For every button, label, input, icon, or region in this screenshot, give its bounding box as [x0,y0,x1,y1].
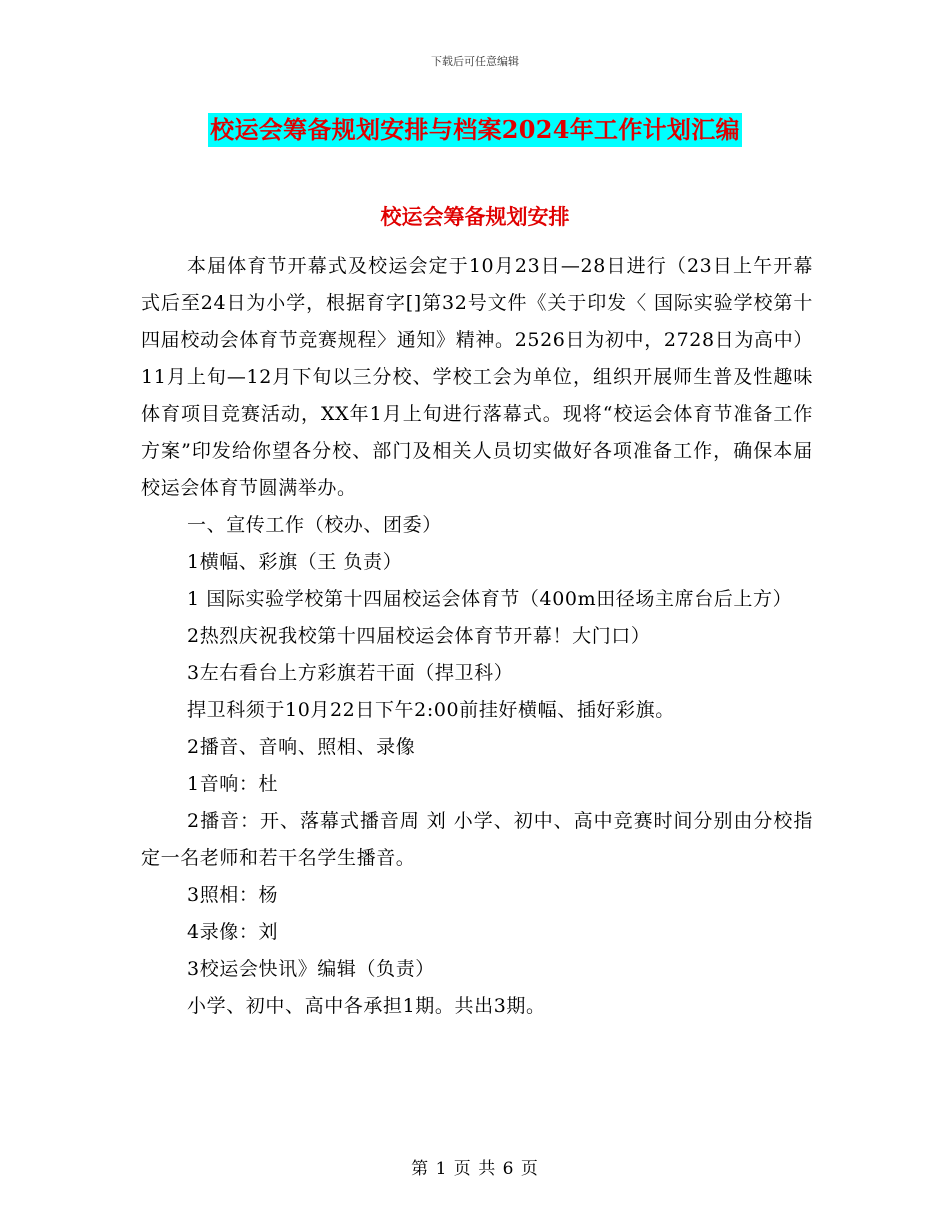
paragraph: 3照相：杨 [187,884,279,906]
section-title: 校运会筹备规划安排 [380,204,570,229]
header-note: 下载后可任意编辑 [431,55,519,68]
paragraph: 2播音：开、落幕式播音周 刘 小学、初中、高中竞赛时间分别由分校指定一名老师和若干名学生播音。 [141,810,813,869]
paragraph: 3左右看台上方彩旗若干面（捍卫科） [187,662,514,684]
paragraph: 3校运会快讯》编辑（负责） [187,958,435,980]
document-body [141,248,813,1025]
document-title-text: 校运会筹备规划安排与档案2024年工作计划汇编 [208,113,742,147]
paragraph: 小学、初中、高中各承担1期。共出3期。 [187,995,546,1017]
paragraph: 1横幅、彩旗（王 负责） [187,551,403,573]
paragraph: 捍卫科须于10月22日下午2:00前挂好横幅、插好彩旗。 [187,699,675,721]
document-title [0,113,950,147]
paragraph: 本届体育节开幕式及校运会定于10月23日—28日进行（23日上午开幕式后至24日为小学，根据育字[]第32号文件《关于印发〈 国际实验学校第十四届校动会体育节竞赛规程〉通知》精神。2526日为初中，2728日为高中）11月上旬—12月下旬以三分校、学校工会为单位，组织开展师生普及性趣味体育项目竞赛活动，XX年1月上旬进行落幕式。现将“校运会体育节准备工作方案”印发给你望各分校、部门及相关人员切实做好各项准备工作，确保本届校运会体育节圆满举办。 [141,255,813,499]
paragraph: 2播音、音响、照相、录像 [187,736,416,758]
paragraph: 1音响：杜 [187,773,279,795]
paragraph: 4录像：刘 [187,921,279,943]
paragraph: 一、宣传工作（校办、团委） [187,514,442,536]
page-footer: 第 1 页 共 6 页 [411,1159,539,1179]
paragraph: 2热烈庆祝我校第十四届校运会体育节开幕！大门口） [187,625,651,647]
paragraph: 1 国际实验学校第十四届校运会体育节（400m田径场主席台后上方） [187,588,793,610]
